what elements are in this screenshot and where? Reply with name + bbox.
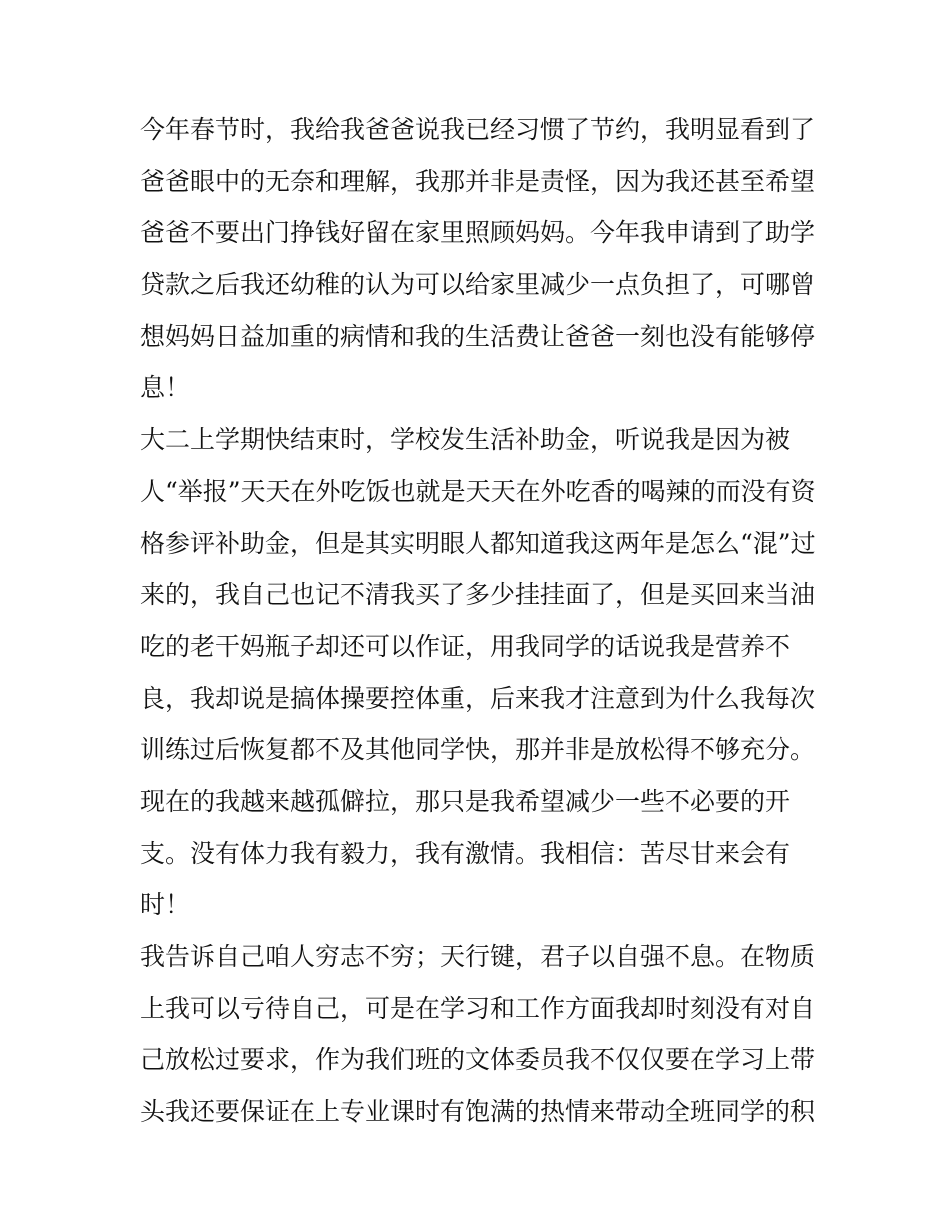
text-line: 人“举报”天天在外吃饭也就是天天在外吃香的喝辣的而没有资 <box>140 476 816 506</box>
text-line: 支。没有体力我有毅力，我有激情。我相信：苦尽甘来会有 <box>140 838 791 868</box>
text-line: 来的，我自己也记不清我买了多少挂挂面了，但是买回来当油 <box>140 580 816 610</box>
text-line: 想妈妈日益加重的病情和我的生活费让爸爸一刻也没有能够停 <box>140 321 816 351</box>
text-line: 己放松过要求，作为我们班的文体委员我不仅仅要在学习上带 <box>140 1045 816 1075</box>
text-line: 爸爸不要出门挣钱好留在家里照顾妈妈。今年我申请到了助学 <box>140 218 816 248</box>
text-line: 格参评补助金，但是其实明眼人都知道我这两年是怎么“混”过 <box>140 528 816 558</box>
text-line: 时！ <box>140 890 191 920</box>
text-line: 大二上学期快结束时，学校发生活补助金，听说我是因为被 <box>140 425 791 455</box>
text-line: 爸爸眼中的无奈和理解，我那并非是责怪，因为我还甚至希望 <box>140 166 816 196</box>
text-line: 息！ <box>140 373 191 403</box>
document-body <box>140 104 820 1138</box>
text-line: 贷款之后我还幼稚的认为可以给家里减少一点负担了，可哪曾 <box>140 270 816 300</box>
text-line: 训练过后恢复都不及其他同学快，那并非是放松得不够充分。 <box>140 735 816 765</box>
text-line: 我告诉自己咱人穷志不穷；天行键，君子以自强不息。在物质 <box>140 942 816 971</box>
text-line: 吃的老干妈瓶子却还可以作证，用我同学的话说我是营养不 <box>140 631 791 661</box>
text-line: 现在的我越来越孤僻拉，那只是我希望减少一些不必要的开 <box>140 786 791 816</box>
text-line: 今年春节时，我给我爸爸说我已经习惯了节约，我明显看到了 <box>140 115 816 144</box>
text-line: 良，我却说是搞体操要控体重，后来我才注意到为什么我每次 <box>140 683 816 713</box>
text-line: 上我可以亏待自己，可是在学习和工作方面我却时刻没有对自 <box>140 993 816 1023</box>
text-line: 头我还要保证在上专业课时有饱满的热情来带动全班同学的积 <box>140 1097 816 1127</box>
